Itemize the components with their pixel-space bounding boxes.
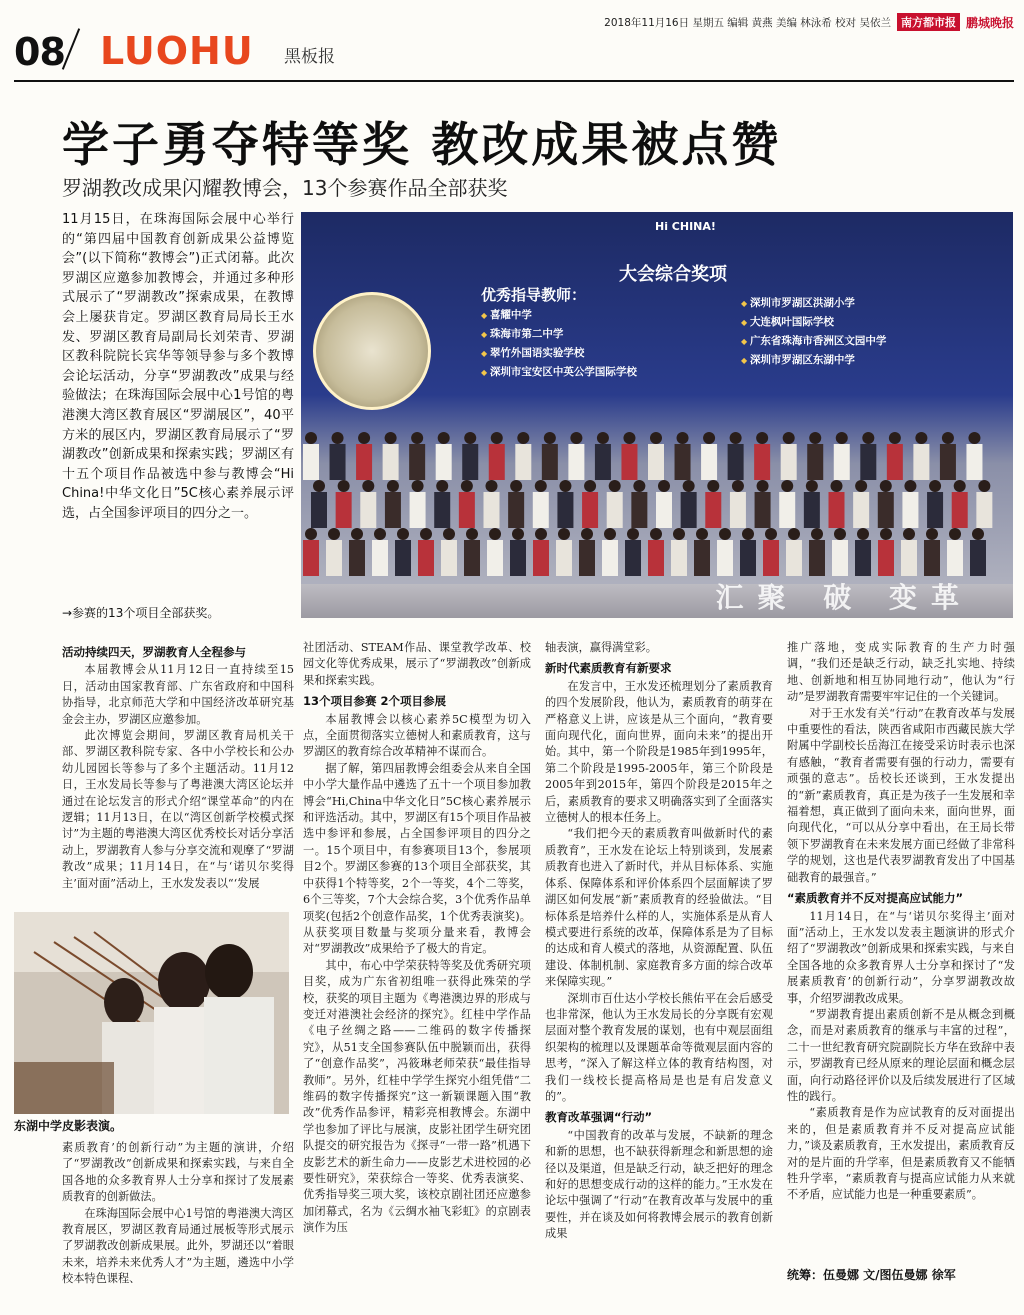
award-list-item: ◆ 深圳市宝安区中英公学国际学校 <box>481 365 637 380</box>
body-paragraph: 据了解，第四届教博会组委会从来自全国中小学大量作品中遴选了五十一个项目参加教博会“Hi,China中华文化日”5C核心素养展示和评选活动。其中，罗湖区有15个项目作品被选中参评和参展，占全国参评项目的四分之一。15个项目中，有参赛项目13个，参展项目2个。罗湖区参赛的13个项目全部获奖，其中获得1个特等奖，2个一等奖，4个二等奖，6个三等奖，7个大会综合奖，3个优秀作品单项奖(包括2个创意作品奖，1个优秀表演奖)。从获奖项目数量与奖项分量来看，教博会对“罗湖教改”成果给予了极大的肯定。 <box>303 761 531 956</box>
body-column-4 <box>787 640 1015 1204</box>
award-list-item: ◆ 珠海市第二中学 <box>481 327 637 342</box>
shadow-puppet-photo <box>14 912 289 1114</box>
byline: 统筹：伍曼娜 文/图伍曼娜 徐军 <box>787 1268 956 1282</box>
award-list-item: ◆ 深圳市罗湖区洪湖小学 <box>741 296 886 311</box>
body-paragraph: 11月14日，在“与‘诺贝尔奖得主’面对面”活动上，王水发以发表主题演讲的形式介绍了“罗湖教改”创新成果和探索实践，与来自全国各地的众多教育界人士分享和探讨了“发展素质教育’的创新行动”，分享罗湖教改故事，介绍罗湖教改成果。 <box>787 909 1015 1005</box>
newspaper-logo-secondary: 鹏城晚报 <box>965 15 1014 30</box>
body-paragraph: 对于王水发有关“行动”在教育改革与发展中重要性的看法，陕西省咸阳市西藏民族大学附属中学副校长岳海江在接受采访时表示也深有感触，“教育者需要有强的行动力，需要有顽强的意志”。岳校长还谈到，王水发提出的“新”素质教育，真正是为孩子一生发展和幸福着想，真正做到了面向未来，面向世界，面向现代化，“可以从分享中看出，在王局长带领下罗湖教育在未来发展方面已经做了非常科学的规划，这也是代表罗湖教育发出了中国基础教育的最强音。” <box>787 706 1015 884</box>
body-paragraph: “素质教育是作为应试教育的反对面提出来的，但是素质教育并不反对提高应试能力，”谈及素质教育，王水发提出，素质教育反对的是片面的升学率，但是素质教育又不能牺牲升学率，“素质教育与提高应试能力从来就不矛盾，应试能力也是一种重要素质”。 <box>787 1106 1015 1202</box>
body-paragraph: 社团活动、STEAM作品、课堂教学改革、校园文化等优秀成果，展示了“罗湖教改”创新成果和探索实践。 <box>303 641 531 687</box>
masthead-meta <box>604 14 1014 30</box>
section-heading: 教育改革强调“行动” <box>545 1110 653 1125</box>
section-heading: 13个项目参赛 2个项目参展 <box>303 694 447 709</box>
award-list-left <box>481 308 637 384</box>
fair-emblem <box>313 292 431 410</box>
subheadline: 罗湖教改成果闪耀教博会，13个参赛作品全部获奖 <box>62 176 508 200</box>
intro-text: 11月15日，在珠海国际会展中心举行的“第四届中国教育创新成果公益博览会”(以下简称“教博会”)正式闭幕。此次罗湖区应邀参加教博会，并通过多种形式展示了“罗湖教改”探索成果，在教博会上屡获肯定。罗湖区教育局局长王水发、罗湖区教育局副局长刘荣青、罗湖区教科院院长宾华等领导参与多个教博会论坛活动，分享“罗湖教改”成果与经验做法；在珠海国际会展中心1号馆的粤港澳大湾区教育展区“罗湖展区”，40平方米的展区内，罗湖区教育局展示了“罗湖教改”创新成果和探索实践；罗湖区有十五个项目作品被选中参与教博会“Hi China!中华文化日”5C核心素养展示评选，占全国参评项目的四分之一。 <box>62 212 294 521</box>
hi-china-logo <box>655 220 716 233</box>
body-paragraph: 素质教育’的创新行动”为主题的演讲，介绍了“罗湖教改”创新成果和探索实践，与来自全国各地的众多教育界人士分享和探讨了发展素质教育的创新做法。 <box>62 1141 294 1204</box>
section-name: LUOHU <box>100 29 254 73</box>
page-number: 08 <box>14 30 65 74</box>
main-photo <box>301 212 1013 618</box>
body-paragraph: “中国教育的改革与发展，不缺新的理念和新的思想，也不缺获得新理念和新思想的途径以及渠道，但是缺乏行动，缺乏把好的理念和好的思想变成行动的这样的能力。”王水发在论坛中强调了“行动”在教育改革与发展中的重要性，并在谈及如何将教博会展示的教育创新成果 <box>545 1128 773 1241</box>
section-heading: “素质教育并不反对提高应试能力” <box>787 891 964 906</box>
column-name: 黑板报 <box>284 47 335 67</box>
body-paragraph: 深圳市百仕达小学校长熊佑平在会后感受也非常深，他认为王水发局长的分享既有宏观层面对整个教育发展的谋划，也有中观层面组织架构的梳理以及课题革命等微观层面内容的思考，“深入了解这样立体的教育结构图，对我们一线校长提高格局是也是有启发意义的”。 <box>545 991 773 1103</box>
inset-photo-caption: 东湖中学皮影表演。 <box>14 1119 123 1133</box>
headline: 学子勇夺特等奖 教改成果被点赞 <box>62 118 782 173</box>
header-rule <box>14 80 1014 82</box>
award-list-item: ◆ 喜耀中学 <box>481 308 637 323</box>
body-paragraph: 在发言中，王水发还梳理划分了素质教育的四个发展阶段，他认为，素质教育的萌芽在严格意义上讲，应该是从三个面向，“教育要面向现代化，面向世界，面向未来”的提出开始。其中，第一个阶段是1985年到1995年，第二个阶段是1995-2005年，第三个阶段是2005年到2015年，第四个阶段是2015年之后，素质教育的要求又明确落实到了全面落实立德树人的根本任务上。 <box>545 679 773 825</box>
award-list-right <box>741 296 886 372</box>
body-column-3 <box>545 640 773 1243</box>
body-paragraph: 轴表演，赢得满堂彩。 <box>545 641 657 654</box>
body-paragraph: “我们把今天的素质教育叫做新时代的素质教育”，王水发在论坛上特别谈到，发展素质教育也进入了新时代，并从目标体系、实施体系、保障体系和评价体系四个层面解读了罗湖区如何发展“新”素质教育的经验做法。“目标体系是培养什么样的人，实施体系是从育人模式要进行系统的改革，保障体系是为了目标的达成和育人模式的落地，从资源配置、队伍建设、体制机制、家庭教育多方面的综合改革来保障实现。” <box>545 827 773 989</box>
stage-title: 大会综合奖项 <box>619 264 727 285</box>
body-paragraph: “罗湖教育提出素质创新不是从概念到概念，而是对素质教育的继承与丰富的过程”，二十一世纪教育研究院副院长方华在致辞中表示，罗湖教育已经从原来的理论层面和概念层面，向行动路径评价以及后续发展进行了区域性的践行。 <box>787 1007 1015 1103</box>
logo-text: Hi CHINA! <box>655 220 716 233</box>
body-paragraph: 本届教博会以核心素养5C模型为切入点，全面贯彻落实立德树人和素质教育，这与罗湖区的教育综合改革精神不谋而合。 <box>303 712 531 759</box>
intro-paragraph <box>62 210 294 524</box>
body-paragraph: 其中，布心中学荣获特等奖及优秀研究项目奖，成为广东省初组唯一获得此殊荣的学校，获奖的项目主题为《粤港澳边界的形成与变迁对港澳社会经济的探究》。红桂中学作品《电子丝绸之路——二维码的数字传播探究》，从51支全国参赛队伍中脱颖而出，获得了“创意作品奖”，冯筱琳老师荣获“最佳指导教师”。另外，红桂中学学生探究小组凭借“二维码的数字传播探究”这一新颖课题入围“教改”优秀作品参评，精彩亮相教博会。东湖中学也参加了评比与展演，皮影社团学生研究团队提交的研究报告为《探寻“一带一路”机遇下皮影艺术的新生命力——皮影艺术进校园的必要性研究》，荣获综合一等奖、优秀表演奖、优秀指导奖三项大奖，该校京剧社团还应邀参加闭幕式，名为《云绸水袖飞彩虹》的京剧表演作为压 <box>303 958 531 1235</box>
body-column-1-top <box>62 640 294 892</box>
masthead-date-editors: 2018年11月16日 星期五 编辑 黄燕 美编 林泳希 校对 吴依兰 <box>604 16 891 29</box>
award-list-item: ◆ 广东省珠海市香洲区文园中学 <box>741 334 886 349</box>
group-photo-crowd <box>301 418 1013 588</box>
award-list-item: ◆ 大连枫叶国际学校 <box>741 315 886 330</box>
main-photo-caption: →参赛的13个项目全部获奖。 <box>62 606 220 620</box>
stage-floor-text: 汇聚 破 变革 <box>715 581 973 614</box>
award-list-item: ◆ 深圳市罗湖区东湖中学 <box>741 353 886 368</box>
award-list-item: ◆ 翠竹外国语实验学校 <box>481 346 637 361</box>
stage-subtitle: 优秀指导教师： <box>481 286 587 304</box>
section-heading: 活动持续四天，罗湖教育人全程参与 <box>62 645 246 659</box>
body-paragraph: 本届教博会从11月12日一直持续至15日，活动由国家教育部、广东省政府和中国科协指导，北京师范大学和中国经济改革研究基金会主办，罗湖区应邀参加。 <box>62 663 294 726</box>
body-paragraph: 推广落地，变成实际教育的生产力时强调，“我们还是缺乏行动，缺乏扎实地、持续地、创新地和相互协同地行动”，他认为“行动”是罗湖教育需要牢牢记住的一个关键词。 <box>787 641 1015 704</box>
newspaper-logo: 南方都市报 <box>897 13 960 31</box>
section-heading: 新时代素质教育有新要求 <box>545 661 672 676</box>
body-column-1-bottom <box>62 1140 294 1288</box>
body-paragraph: 在珠海国际会展中心1号馆的粤港澳大湾区教育展区，罗湖区教育局通过展板等形式展示了罗湖教改创新成果展。此外，罗湖还以“着眼未来，培养未来优秀人才”为主题，遴选中小学校本特色课程、 <box>62 1206 294 1286</box>
body-column-2 <box>303 640 531 1237</box>
shadow-puppet-illustration <box>14 912 289 1114</box>
body-paragraph: 此次博览会期间，罗湖区教育局机关干部、罗湖区教科院专家、各中小学校长和公办幼儿园园长等参与了多个主题活动。11月12日，王水发局长等参与了粤港澳大湾区论坛并通过在论坛发言的形式介绍“课堂革命”的内在逻辑；11月13日，在以“湾区创新学校模式探讨”为主题的粤港澳大湾区优秀校长对话分享活动上，罗湖教育人参与分享交流和观摩了“罗湖教改”成果；11月14日，在“与‘诺贝尔奖得主’面对面”活动上，王水发发表以“‘发展 <box>62 729 294 890</box>
